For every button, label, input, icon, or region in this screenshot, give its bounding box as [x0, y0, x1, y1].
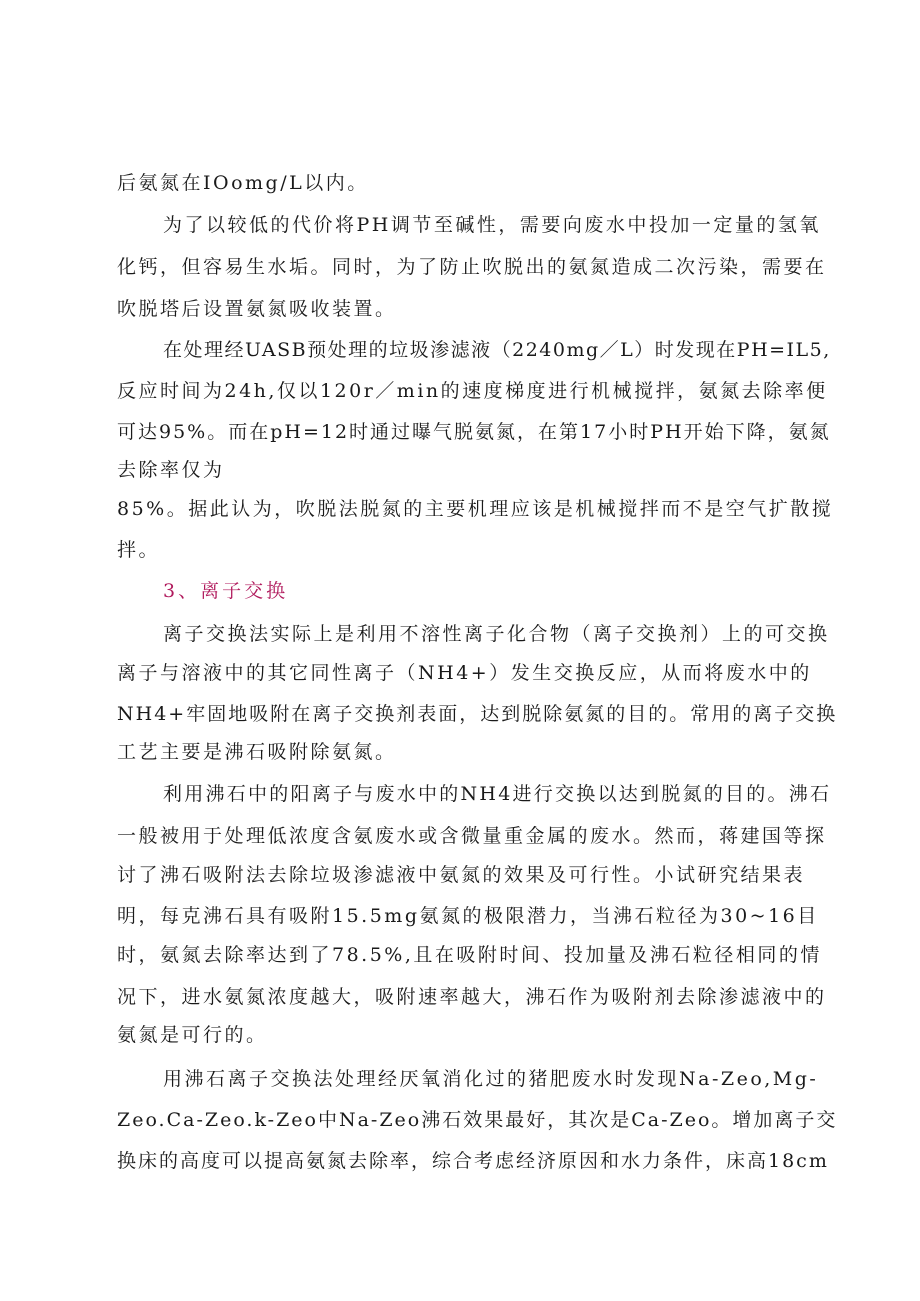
paragraph-line: 在处理经UASB预处理的垃圾渗滤液（2240mg／L）时发现在PH=IL5,	[163, 339, 831, 361]
paragraph-line: 时，氨氮去除率达到了78.5%,且在吸附时间、投加量及沸石粒径相同的情	[117, 944, 822, 966]
paragraph-line: 氨氮是可行的。	[117, 1024, 268, 1046]
paragraph-line: 明，每克沸石具有吸附15.5mg氨氮的极限潜力，当沸石粒径为30~16目	[117, 905, 819, 927]
paragraph-line: 反应时间为24h,仅以120r／min的速度梯度进行机械搅拌，氨氮去除率便	[117, 380, 828, 402]
paragraph-line: 用沸石离子交换法处理经厌氧消化过的猪肥废水时发现Na-Zeo,Mg-	[163, 1068, 819, 1090]
section-heading: 3、离子交换	[163, 580, 289, 602]
paragraph-line: 况下，进水氨氮浓度越大，吸附速率越大，沸石作为吸附剂去除渗滤液中的	[117, 986, 827, 1008]
paragraph-line: 一般被用于处理低浓度含氨废水或含微量重金属的废水。然而，蒋建国等探	[117, 825, 827, 847]
paragraph-line: 离子与溶液中的其它同性离子（NH4+）发生交换反应，从而将废水中的	[117, 662, 812, 684]
paragraph-line: 吹脱塔后设置氨氮吸收装置。	[117, 298, 397, 320]
paragraph-line: 离子交换法实际上是利用不溶性离子化合物（离子交换剂）上的可交换	[163, 623, 830, 645]
paragraph-line: 换床的高度可以提高氨氮去除率，综合考虑经济原因和水力条件，床高18cm	[117, 1150, 829, 1172]
paragraph-line: Zeo.Ca-Zeo.k-Zeo中Na-Zeo沸石效果最好，其次是Ca-Zeo。增加离子交	[117, 1109, 838, 1131]
paragraph-line: NH4+牢固地吸附在离子交换剂表面，达到脱除氨氮的目的。常用的离子交换	[117, 703, 838, 725]
paragraph-line: 为了以较低的代价将PH调节至碱性，需要向废水中投加一定量的氢氧	[163, 214, 821, 236]
paragraph-line: 后氨氮在IOomg/L以内。	[117, 172, 369, 194]
paragraph-line: 可达95%。而在pH=12时通过曝气脱氨氮，在第17小时PH开始下降，氨氮	[117, 421, 831, 443]
paragraph-line: 利用沸石中的阳离子与废水中的NH4进行交换以达到脱氮的目的。沸石	[163, 783, 832, 805]
paragraph-line: 去除率仅为	[117, 459, 225, 481]
paragraph-line: 讨了沸石吸附法去除垃圾渗滤液中氨氮的效果及可行性。小试研究结果表	[117, 864, 806, 886]
paragraph-line: 85%。据此认为，吹脱法脱氮的主要机理应该是机械搅拌而不是空气扩散搅	[117, 498, 834, 520]
paragraph-line: 化钙，但容易生水垢。同时，为了防止吹脱出的氨氮造成二次污染，需要在	[117, 256, 827, 278]
paragraph-line: 工艺主要是沸石吸附除氨氮。	[117, 741, 397, 763]
paragraph-line: 拌。	[117, 539, 161, 561]
